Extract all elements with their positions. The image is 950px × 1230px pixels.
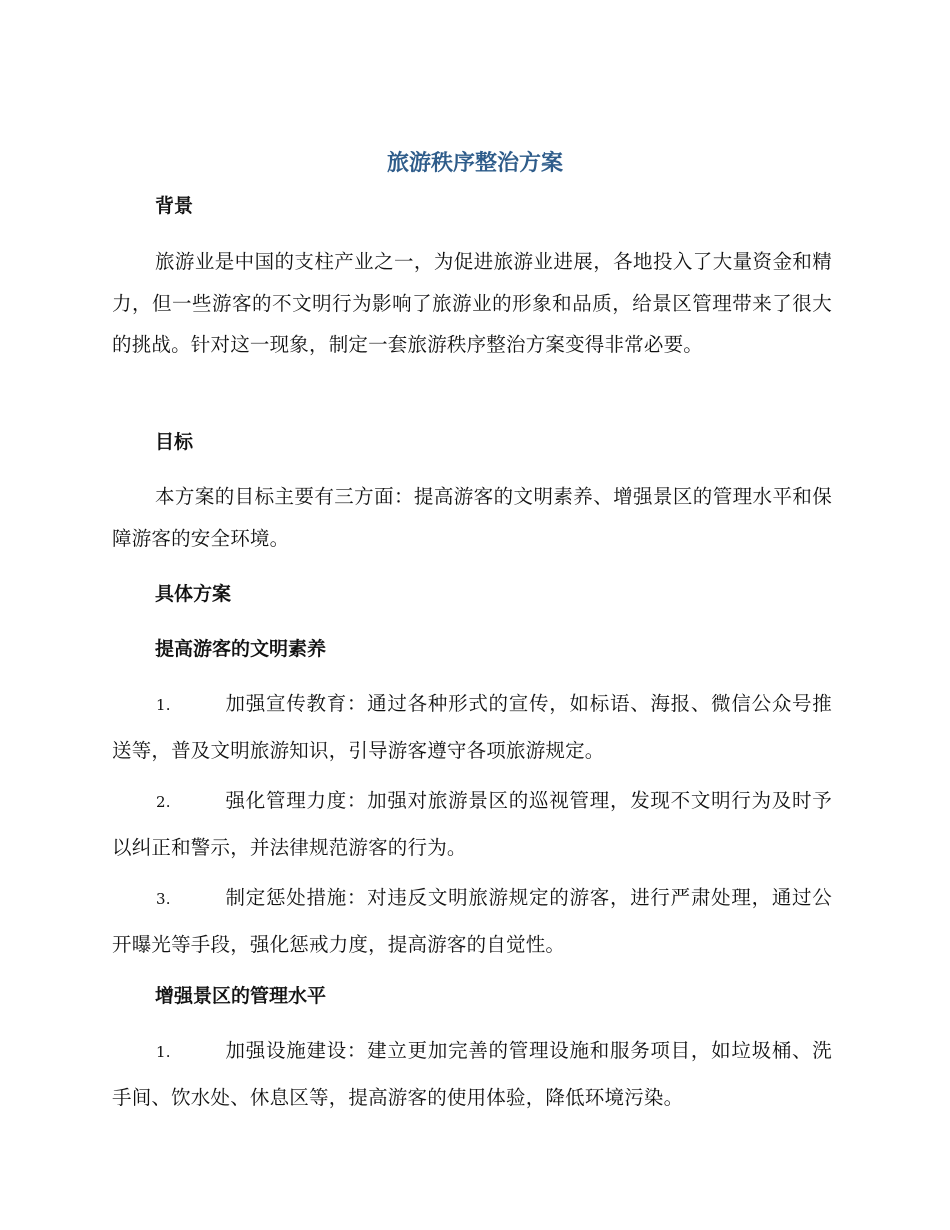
heading-civility: 提高游客的文明素养 [155,638,327,660]
heading-background: 背景 [155,195,194,217]
list-item-text: 加强设施建设：建立更加完善的管理设施和服务项目，如垃圾桶、洗手间、饮水处、休息区等，提高游客的使用体验，降低环境污染。 [112,1039,832,1109]
document-title: 旅游秩序整治方案 [386,151,563,176]
list-item-text: 制定惩处措施：对违反文明旅游规定的游客，进行严肃处理，通过公开曝光等手段，强化惩戒力度，提高游客的自觉性。 [112,886,832,956]
heading-goal: 目标 [155,431,194,453]
list-item-text: 加强宣传教育：通过各种形式的宣传，如标语、海报、微信公众号推送等，普及文明旅游知识，引导游客遵守各项旅游规定。 [112,692,832,762]
paragraph-goal: 本方案的目标主要有三方面：提高游客的文明素养、增强景区的管理水平和保障游客的安全环境。 [112,485,832,550]
list-item [112,778,832,870]
heading-management: 增强景区的管理水平 [155,985,327,1007]
list-item [112,875,832,967]
list-item-text: 强化管理力度：加强对旅游景区的巡视管理，发现不文明行为及时予以纠正和警示，并法律规范游客的行为。 [112,789,832,859]
list-item-number: 2. [156,793,171,811]
paragraph-background: 旅游业是中国的支柱产业之一，为促进旅游业进展，各地投入了大量资金和精力，但一些游客的不文明行为影响了旅游业的形象和品质，给景区管理带来了很大的挑战。针对这一现象，制定一套旅游秩序整治方案变得非常必要。 [112,250,832,356]
list-item-number: 1. [156,696,171,714]
heading-plan: 具体方案 [155,583,232,605]
list-item-number: 1. [156,1043,171,1061]
list-item [112,681,832,773]
list-item [112,1028,832,1120]
list-item-number: 3. [156,890,171,908]
